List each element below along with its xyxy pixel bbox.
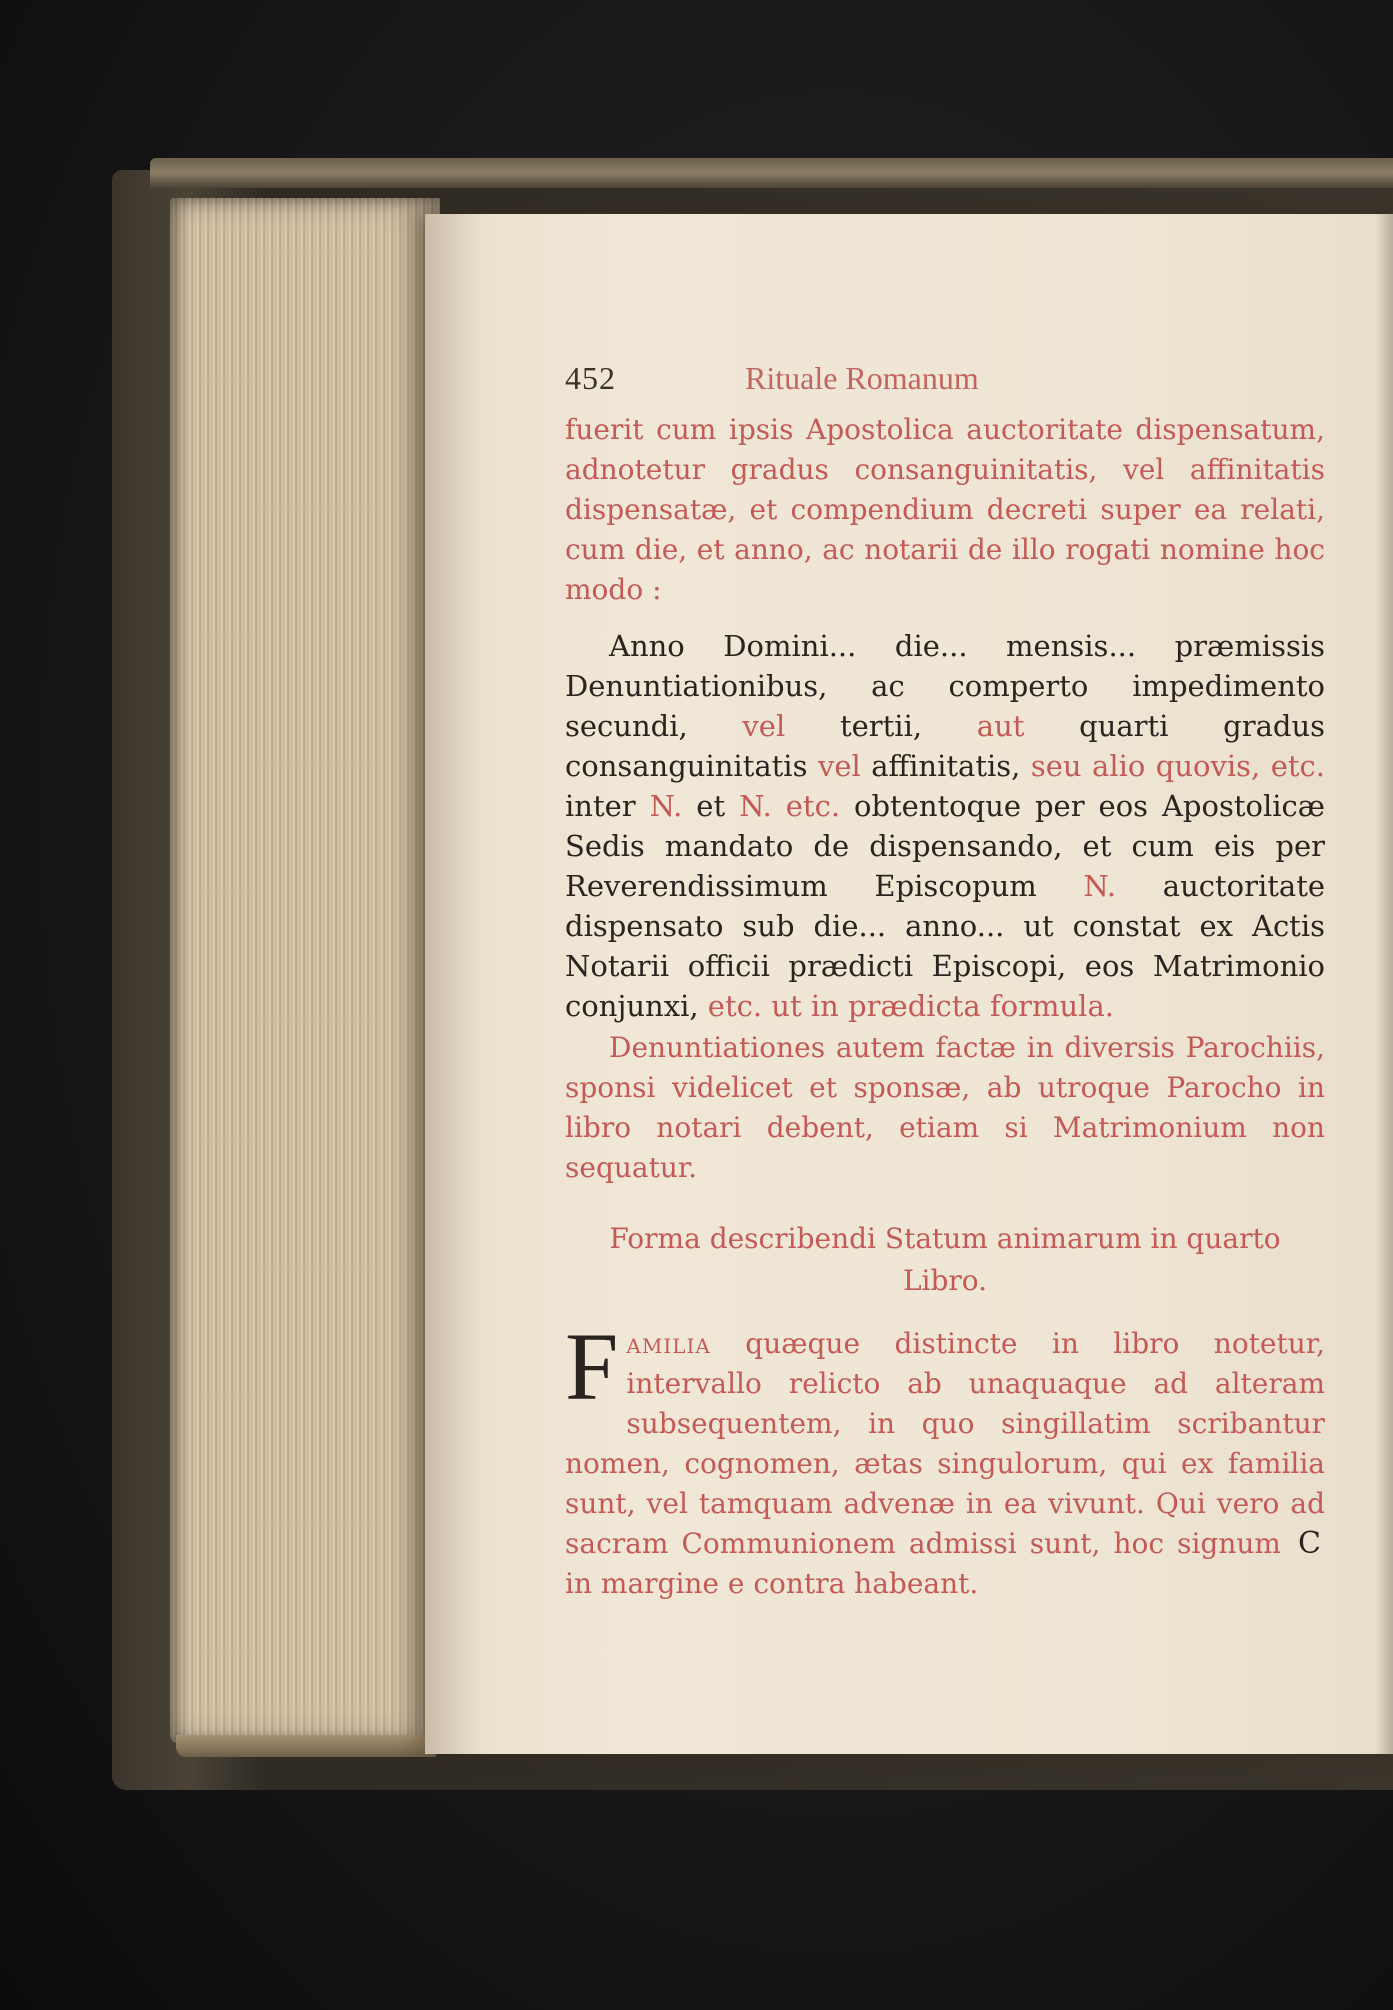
rubric-3-text: quæque distincte in libro notetur, intervallo relicto ab unaquaque ad alteram subsequentem, in quo singillatim scribantur nomen, cognomen, ætas singulorum, qui ex familia sunt, vel tamquam advenæ in ea vivunt. Qui vero ad sacram Communionem admissi sunt, hoc signum xyxy=(565,1327,1325,1560)
formula-segment: affinitatis, xyxy=(871,749,1021,783)
section-heading: Forma describendi Statum animarum in quarto Libro. xyxy=(609,1222,1281,1297)
drop-cap: F xyxy=(565,1313,619,1420)
formula-rubric: N. etc. xyxy=(739,789,841,823)
rubric-3-text-end: in margine e contra habeant. xyxy=(565,1567,979,1600)
running-title: Rituale Romanum xyxy=(745,360,979,396)
formula-rubric: vel xyxy=(817,749,861,783)
small-caps-word: amilia xyxy=(626,1327,711,1360)
rubric-paragraph-2: Denuntiationes autem factæ in diversis Parochiis, sponsi videlicet et sponsæ, ab utroque Parocho in libro notari debent, etiam si Matrimonium non sequatur. xyxy=(565,1031,1325,1184)
formula-paragraph xyxy=(565,626,1325,1026)
formula-rubric: vel xyxy=(742,709,786,743)
rubric-paragraph-3 xyxy=(565,1313,1325,1604)
formula-segment: auctoritate dispensato sub die... anno... ut constat ex Actis Notarii officii prædicti Episcopi, eos Matrimonio conjunxi, xyxy=(565,869,1326,1023)
formula-segment: Anno Domini... die... mensis... præmissis Denuntiationibus, ac comperto impedimento secundi, xyxy=(565,629,1325,743)
formula-segment: et xyxy=(696,789,726,823)
page-edge-stack xyxy=(170,198,440,1743)
running-head xyxy=(565,360,1325,406)
page-text-block xyxy=(565,360,1325,1604)
formula-rubric: N. xyxy=(649,789,683,823)
communion-sign: C xyxy=(1298,1526,1321,1561)
page-stack-bottom-edge xyxy=(176,1735,436,1757)
book-cover-top-edge xyxy=(150,158,1393,188)
page-number: 452 xyxy=(565,360,616,396)
formula-segment: obtentoque per eos Apostolicæ Sedis mandato de dispensando, et cum eis per Reverendissimum Episcopum xyxy=(565,789,1325,903)
formula-rubric: N. xyxy=(1083,869,1117,903)
formula-segment: inter xyxy=(565,789,636,823)
formula-segment: quarti gradus consanguinitatis xyxy=(565,709,1326,783)
formula-rubric: seu alio quovis, etc. xyxy=(1030,749,1326,783)
page-gutter-shadow xyxy=(1375,214,1393,1754)
formula-rubric: etc. ut in prædicta formula. xyxy=(707,989,1114,1023)
formula-rubric: aut xyxy=(976,709,1025,743)
book-page xyxy=(425,214,1393,1754)
rubric-paragraph-1: fuerit cum ipsis Apostolica auctoritate dispensatum, adnotetur gradus consanguinitatis, vel affinitatis dispensatæ, et compendium decreti super ea relati, cum die, et anno, ac notarii de illo rogati nomine hoc modo : xyxy=(565,413,1325,606)
formula-segment: tertii, xyxy=(839,709,923,743)
